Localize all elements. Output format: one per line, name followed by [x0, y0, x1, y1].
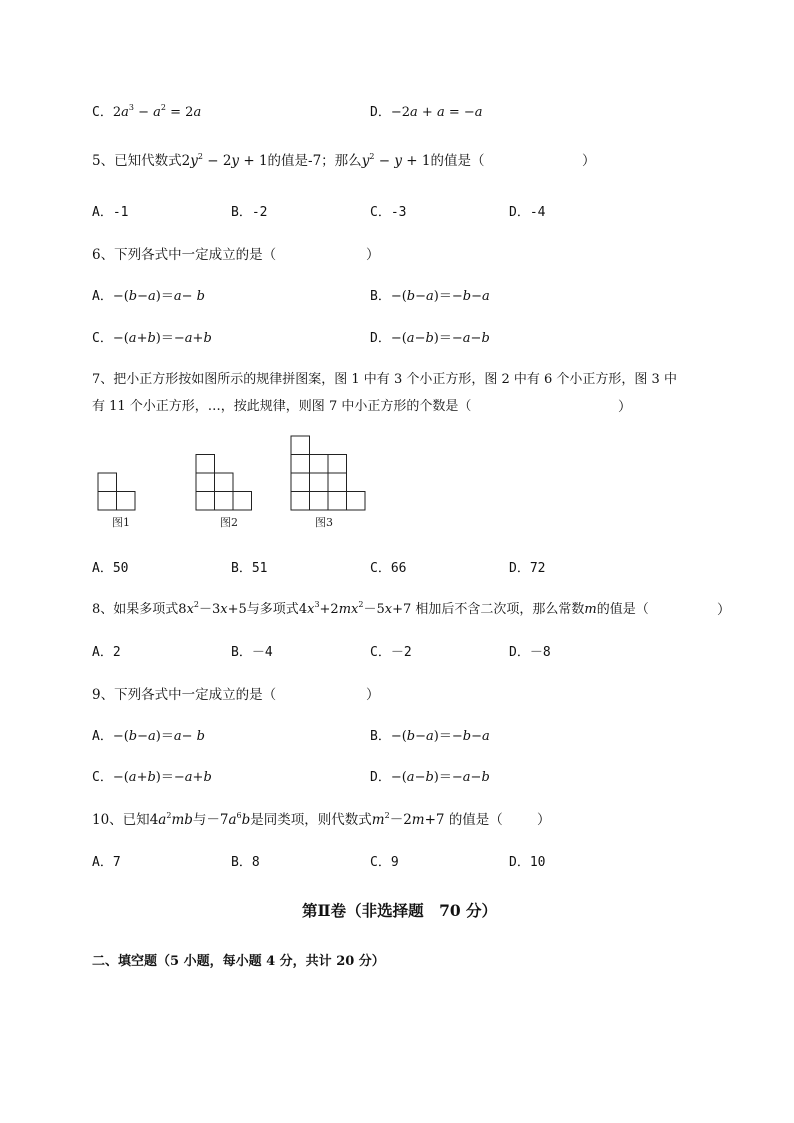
q5-text-b: 的值是-7；那么 [267, 153, 362, 169]
q8-text-d: 的值是（ [596, 602, 649, 617]
q6-close-paren: ） [366, 247, 380, 263]
q9-option-b-expr: −(b−a)＝−b−a [390, 729, 490, 744]
q10-text-d: 的值是（ [448, 812, 503, 828]
q4-option-c-expr: $2a^3 - a^2 = 2a$ [112, 103, 202, 120]
q6-option-b [370, 285, 490, 304]
q8-stem [92, 598, 649, 617]
q9-option-d [370, 766, 490, 785]
q9-close-paren: ） [366, 687, 380, 703]
q5-number: 5、 [92, 153, 115, 169]
q10-text-b: 与－ [192, 812, 220, 828]
q8-option-c: C．－2 [370, 645, 412, 660]
q9-option-a-expr: −(b−a)＝a− b [112, 729, 205, 744]
q7-square-pattern-figure [90, 428, 380, 533]
q7-line-1: 7、把小正方形按如图所示的规律拼图案，图 1 中有 3 个小正方形，图 2 中有 6 个小正方形，图 3 中 [92, 372, 677, 387]
figure-3-label: 图3 [315, 516, 333, 529]
q8-option-d: D．－8 [509, 645, 551, 660]
q9-option-d-expr: −(a−b)＝−a−b [390, 770, 490, 785]
q5-stem [92, 149, 484, 169]
q8-text-a: 8、如果多项式 [92, 602, 179, 617]
q5-option-a: A．-1 [92, 205, 129, 220]
q8-text-b: 与多项式 [246, 602, 299, 617]
q7-option-b: B．51 [231, 561, 268, 576]
q5-option-d: D．-4 [509, 205, 546, 220]
q5-option-b: B．-2 [231, 205, 268, 220]
q5-text-c: 的值是（ [430, 153, 485, 169]
q9-option-c-expr: −(a+b)＝−a+b [112, 770, 212, 785]
q9-option-a-label: A． [92, 729, 113, 744]
q4-option-d [370, 101, 483, 120]
q4-option-c-label: C． [92, 105, 113, 120]
q9-stem: 9、下列各式中一定成立的是（ [92, 687, 277, 703]
q5-expr-2: $y^2 - y + 1$ [361, 152, 431, 169]
q10-close-paren: ） [537, 812, 551, 828]
q4-option-d-expr: −2a + a = −a [390, 105, 483, 120]
q10-option-d: D．10 [509, 855, 546, 870]
q10-stem [92, 808, 503, 828]
figure-3-squares [291, 436, 365, 510]
q9-option-d-label: D． [370, 770, 391, 785]
q8-expr-1: $8x^2-3x+5$ [178, 600, 247, 617]
q7-line-2: 有 11 个小正方形，…，按此规律，则图 7 中小正方形的个数是（ [92, 399, 472, 414]
q7-option-a: A．50 [92, 561, 129, 576]
q8-expr-2: $4x^3+2mx^2-5x+7$ [298, 600, 412, 617]
q4-option-c [92, 101, 201, 120]
q10-text-c: 是同类项，则代数式 [250, 812, 372, 828]
q6-option-a [92, 285, 205, 304]
section-2-title: 第Ⅱ卷（非选择题 70 分） [302, 901, 498, 920]
q6-option-a-label: A． [92, 289, 113, 304]
q5-close-paren: ） [582, 153, 596, 169]
figure-2-squares [196, 455, 252, 511]
q8-option-b: B．－4 [231, 645, 273, 660]
q10-option-b: B．8 [231, 855, 260, 870]
q6-option-d [370, 327, 490, 346]
q10-expr-1: $4a^2mb$ [149, 811, 193, 828]
q5-text-a: 已知代数式 [114, 153, 182, 169]
q7-close-paren: ） [618, 399, 632, 415]
figure-1-label: 图1 [112, 516, 130, 529]
q6-option-b-expr: −(b−a)＝−b−a [390, 289, 490, 304]
q7-option-c: C．66 [370, 561, 407, 576]
q9-option-a [92, 725, 205, 744]
q8-var-m: m [584, 602, 597, 617]
q8-option-a: A．2 [92, 645, 121, 660]
q9-option-b-label: B． [370, 729, 391, 744]
figure-2-label: 图2 [220, 516, 238, 529]
q6-stem: 6、下列各式中一定成立的是（ [92, 247, 277, 263]
q10-text-a: 10、已知 [92, 812, 150, 828]
q4-option-d-label: D． [370, 105, 391, 120]
q6-option-d-expr: −(a−b)＝−a−b [390, 331, 490, 346]
q6-option-b-label: B． [370, 289, 391, 304]
q5-option-c: C．-3 [370, 205, 407, 220]
q6-option-a-expr: −(b−a)＝a− b [112, 289, 205, 304]
q5-expr-1: $2y^2 - 2y + 1$ [181, 152, 268, 169]
section-2-subtitle: 二、填空题（5 小题，每小题 4 分，共计 20 分） [92, 954, 385, 969]
q10-option-c: C．9 [370, 855, 399, 870]
q6-option-c-expr: −(a+b)＝−a+b [112, 331, 212, 346]
q7-option-d: D．72 [509, 561, 546, 576]
q6-option-c [92, 327, 212, 346]
q6-option-d-label: D． [370, 331, 391, 346]
figure-1-squares [98, 473, 135, 510]
q8-close-paren: ） [717, 602, 731, 618]
q9-option-c [92, 766, 212, 785]
q6-option-c-label: C． [92, 331, 113, 346]
q10-expr-2: $7a^6b$ [219, 811, 251, 828]
q9-option-b [370, 725, 490, 744]
q10-expr-3: $m^2-2m+7$ [371, 811, 445, 828]
q10-option-a: A．7 [92, 855, 121, 870]
q9-option-c-label: C． [92, 770, 113, 785]
q8-text-c: 相加后不含二次项，那么常数 [415, 602, 585, 617]
